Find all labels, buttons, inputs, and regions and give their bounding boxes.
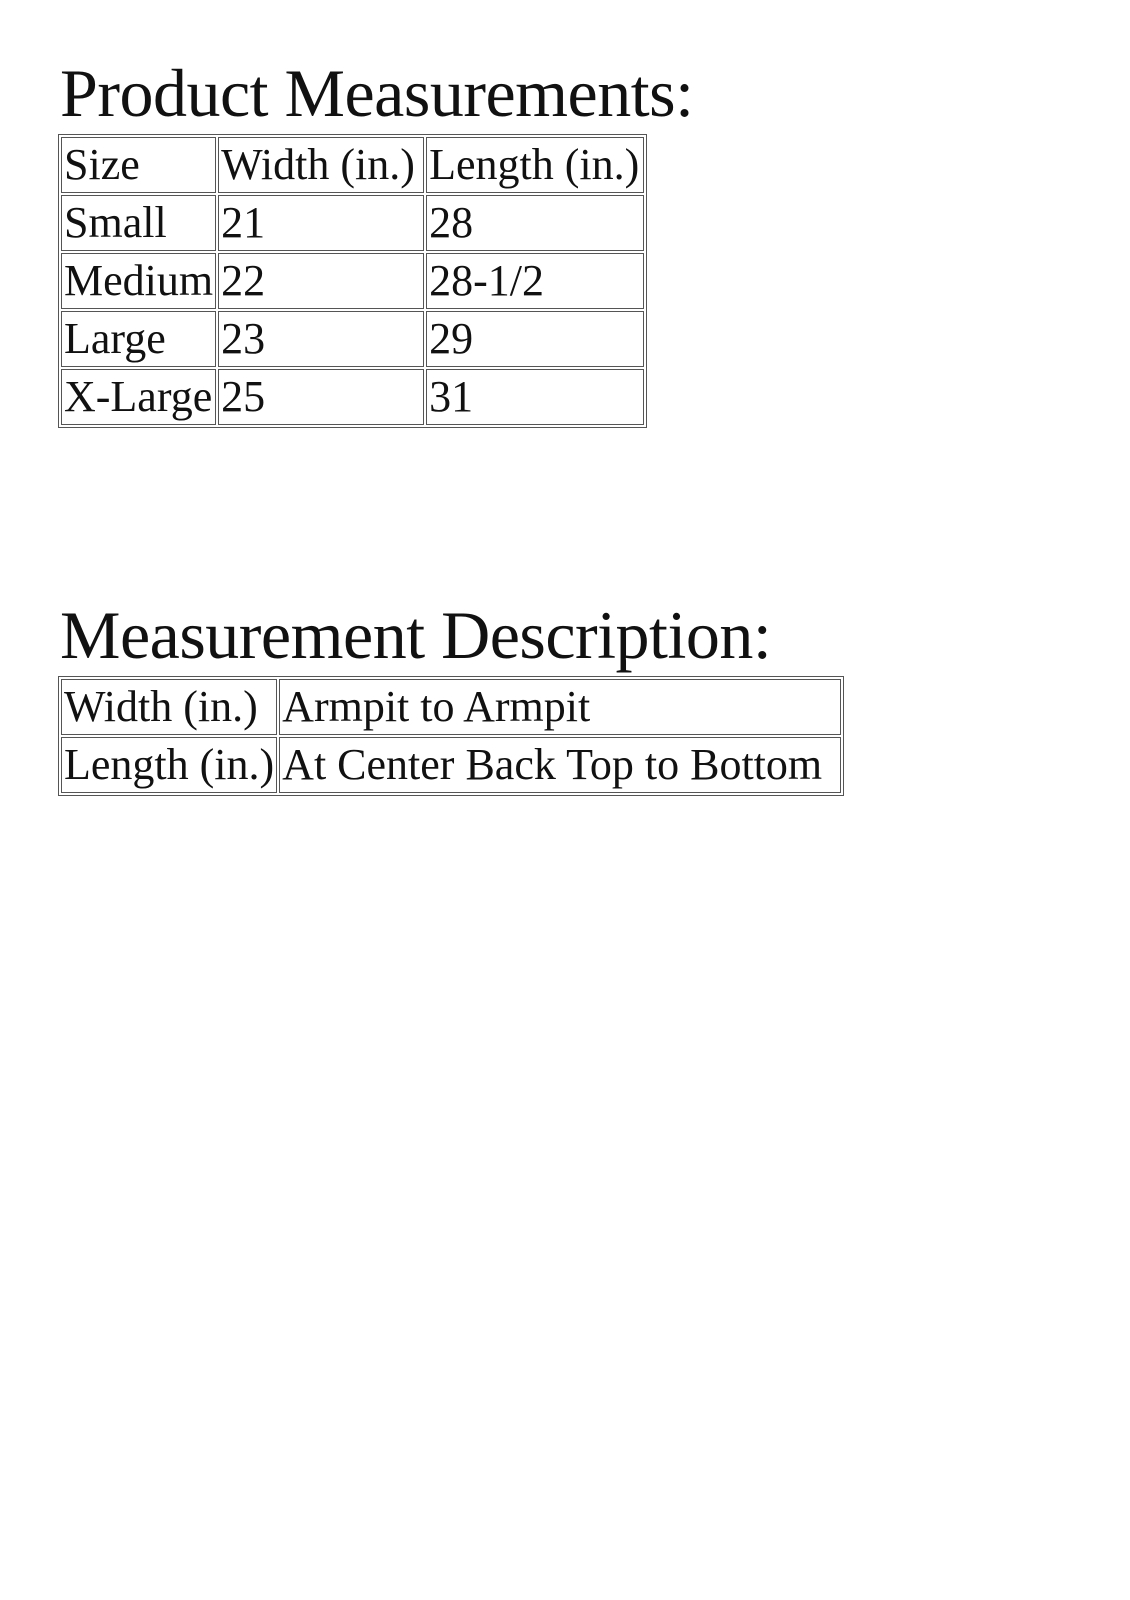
product-measurements-section	[60, 52, 693, 428]
length-cell: 28-1/2	[426, 253, 644, 309]
product-measurements-table	[58, 134, 647, 428]
table-row	[61, 311, 644, 367]
size-cell: X-Large	[61, 369, 216, 425]
measurement-description-section	[60, 594, 844, 796]
measurement-description-title: Measurement Description:	[60, 597, 772, 673]
measurement-name-cell: Length (in.)	[61, 737, 277, 793]
measurement-description-table	[58, 676, 844, 796]
header-cell-width: Width (in.)	[218, 137, 424, 193]
table-row	[61, 737, 841, 793]
table-header-row	[61, 137, 644, 193]
table-row	[61, 369, 644, 425]
width-cell: 21	[218, 195, 424, 251]
header-cell-size: Size	[61, 137, 216, 193]
size-cell: Small	[61, 195, 216, 251]
width-cell: 22	[218, 253, 424, 309]
measurement-name-cell: Width (in.)	[61, 679, 277, 735]
header-cell-length: Length (in.)	[426, 137, 644, 193]
measurement-description-cell: At Center Back Top to Bottom	[279, 737, 841, 793]
length-cell: 28	[426, 195, 644, 251]
width-cell: 23	[218, 311, 424, 367]
table-row	[61, 195, 644, 251]
size-cell: Medium	[61, 253, 216, 309]
width-cell: 25	[218, 369, 424, 425]
length-cell: 31	[426, 369, 644, 425]
length-cell: 29	[426, 311, 644, 367]
table-row	[61, 679, 841, 735]
size-cell: Large	[61, 311, 216, 367]
measurement-description-cell: Armpit to Armpit	[279, 679, 841, 735]
product-measurements-title: Product Measurements:	[60, 55, 694, 131]
table-row	[61, 253, 644, 309]
